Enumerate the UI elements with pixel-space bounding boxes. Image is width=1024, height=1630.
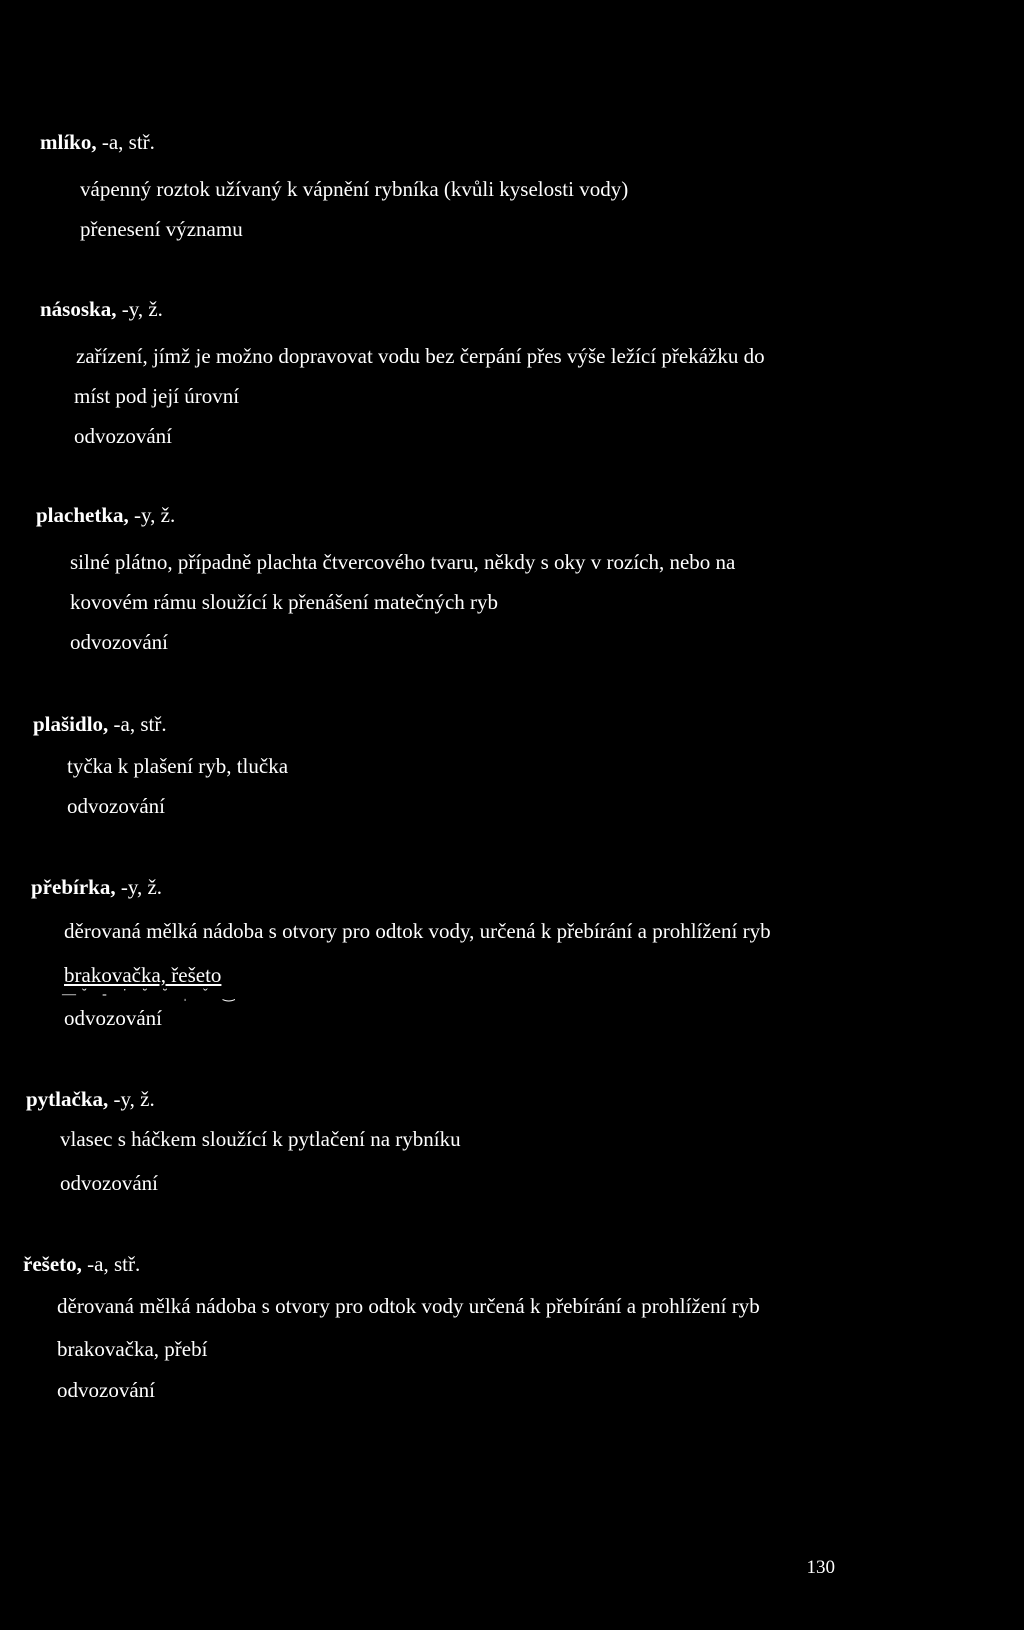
usage-line: odvozování	[74, 424, 172, 448]
page-number: 130	[806, 1557, 835, 1578]
grammar-info: -y, ž.	[115, 875, 163, 899]
entry-heading	[40, 297, 163, 321]
entry-mliko	[40, 130, 155, 154]
entry-heading	[40, 130, 155, 154]
definition-line: míst pod její úrovní	[74, 384, 240, 408]
headword: mlíko,	[40, 130, 97, 154]
headword: pytlačka,	[26, 1087, 109, 1111]
entry-heading	[36, 503, 175, 527]
grammar-info: -a, stř.	[81, 1252, 141, 1276]
headword: násoska,	[40, 297, 117, 321]
headword: plachetka,	[36, 503, 129, 527]
entry-heading	[26, 1087, 155, 1111]
usage-line: odvozování	[67, 794, 165, 818]
grammar-info: -y, ž.	[108, 1087, 155, 1111]
synonym-line: brakovačka, řešeto	[64, 963, 222, 987]
grammar-info: -y, ž.	[128, 503, 176, 527]
entry-nasoska	[40, 297, 163, 321]
entry-heading	[33, 712, 167, 736]
definition-line: vlasec s háčkem sloužící k pytlačení na rybníku	[60, 1127, 461, 1151]
definition-line: kovovém rámu sloužící k přenášení matečných ryb	[70, 590, 499, 614]
definition-line: děrovaná mělká nádoba s otvory pro odtok vody určená k přebírání a prohlížení ryb	[57, 1294, 760, 1318]
entry-reseto	[23, 1252, 140, 1276]
grammar-info: -y, ž.	[116, 297, 163, 321]
entry-prebirka	[31, 875, 162, 899]
entry-heading	[23, 1252, 140, 1276]
usage-line: přenesení významu	[80, 217, 243, 241]
definition-line: zařízení, jímž je možno dopravovat vodu bez čerpání přes výše ležící překážku do	[76, 344, 765, 368]
grammar-info: -a, stř.	[108, 712, 167, 736]
synonym-line: brakovačka, přebí	[57, 1337, 208, 1361]
usage-line: odvozování	[60, 1171, 158, 1195]
headword: řešeto,	[23, 1252, 82, 1276]
entry-plasidlo	[33, 712, 167, 736]
entry-plachetka	[36, 503, 175, 527]
definition-line: děrovaná mělká nádoba s otvory pro odtok vody, určená k přebírání a prohlížení ryb	[64, 919, 771, 943]
headword: přebírka,	[31, 875, 116, 899]
definition-line: vápenný roztok užívaný k vápnění rybníka (kvůli kyselosti vody)	[80, 177, 629, 201]
usage-line: odvozování	[64, 1006, 162, 1030]
scan-artifact-marks: —˘ ‑ ˙ ˘ ˘ ˌ ˇ ‿	[62, 987, 241, 1002]
entry-pytlacka	[26, 1087, 155, 1111]
usage-line: odvozování	[57, 1378, 155, 1402]
definition-line: silné plátno, případně plachta čtvercového tvaru, někdy s oky v rozích, nebo na	[70, 550, 736, 574]
grammar-info: -a, stř.	[96, 130, 155, 154]
definition-line: tyčka k plašení ryb, tlučka	[67, 754, 289, 778]
headword: plašidlo,	[33, 712, 109, 736]
entry-heading	[31, 875, 162, 899]
usage-line: odvozování	[70, 630, 168, 654]
